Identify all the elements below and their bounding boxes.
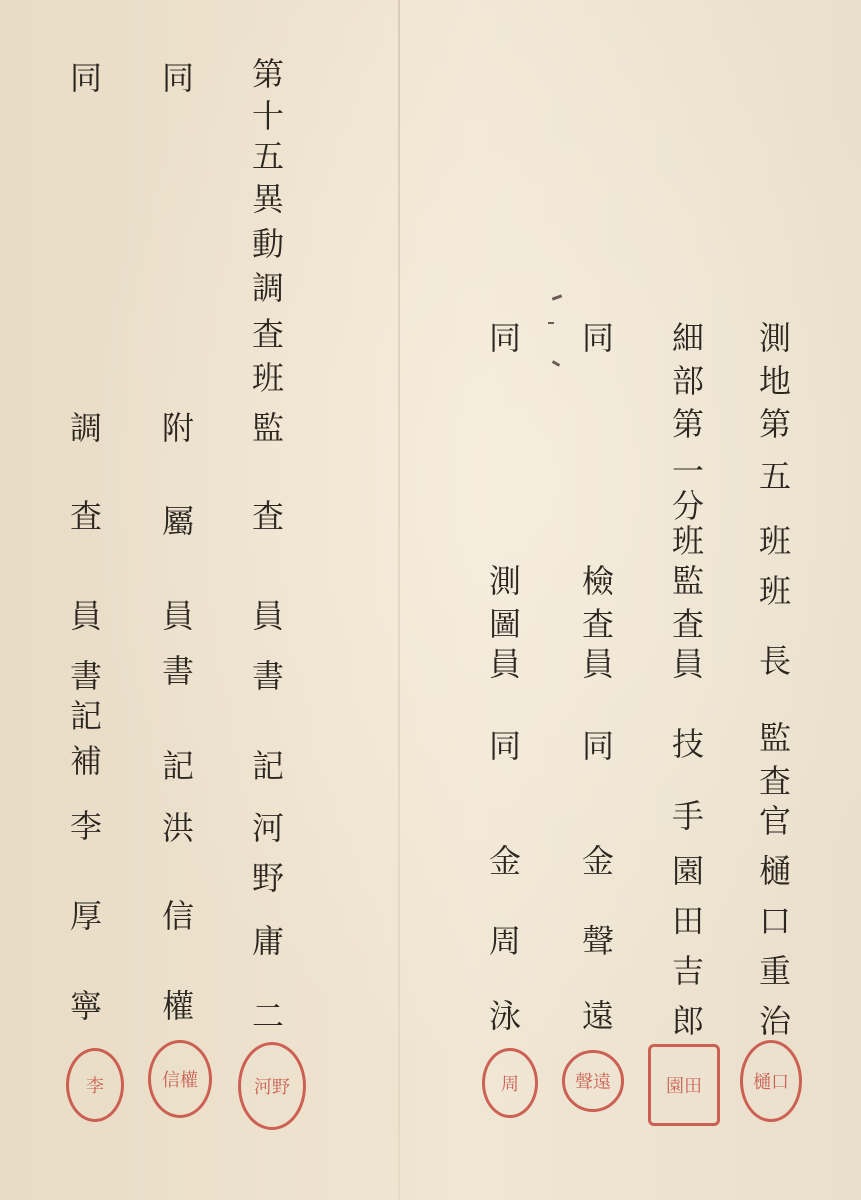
char: 重 bbox=[758, 952, 791, 990]
char: 金 bbox=[581, 842, 614, 880]
char: 員 bbox=[69, 597, 102, 635]
char: 員 bbox=[671, 645, 704, 683]
char: 第 bbox=[251, 55, 284, 93]
char: 監 bbox=[251, 409, 284, 447]
char: 檢 bbox=[581, 562, 614, 600]
char: 書 bbox=[69, 657, 102, 695]
char: 第 bbox=[758, 405, 791, 443]
char: 長 bbox=[758, 642, 791, 680]
char: 員 bbox=[251, 597, 284, 635]
char: 査 bbox=[251, 315, 284, 353]
char: 記 bbox=[161, 747, 194, 785]
char: 手 bbox=[671, 797, 704, 835]
char: 金 bbox=[488, 842, 521, 880]
char: 聲 bbox=[581, 922, 614, 960]
char: 同 bbox=[581, 319, 614, 357]
seal-stamp: 園田 bbox=[648, 1044, 720, 1126]
char: 班 bbox=[758, 522, 791, 560]
char: 員 bbox=[161, 597, 194, 635]
char: 厚 bbox=[69, 897, 102, 935]
char: 寧 bbox=[69, 987, 102, 1025]
char: 二 bbox=[251, 997, 284, 1035]
seal-stamp: 樋口 bbox=[740, 1040, 802, 1122]
ink-speck bbox=[552, 360, 560, 367]
seal-stamp: 信權 bbox=[148, 1040, 212, 1118]
char: 一 bbox=[671, 452, 704, 490]
seal-stamp: 聲遠 bbox=[562, 1050, 624, 1112]
char: 吉 bbox=[671, 952, 704, 990]
char: 査 bbox=[69, 497, 102, 535]
char: 李 bbox=[69, 807, 102, 845]
char: 同 bbox=[488, 319, 521, 357]
char: 圖 bbox=[488, 605, 521, 643]
char: 官 bbox=[758, 802, 791, 840]
seal-stamp: 周 bbox=[482, 1048, 538, 1118]
char: 調 bbox=[251, 269, 284, 307]
char: 同 bbox=[581, 727, 614, 765]
char: 園 bbox=[671, 852, 704, 890]
char: 權 bbox=[161, 987, 194, 1025]
char: 査 bbox=[581, 605, 614, 643]
char: 第 bbox=[671, 405, 704, 443]
char: 班 bbox=[671, 522, 704, 560]
char: 郎 bbox=[671, 1002, 704, 1040]
seal-stamp: 李 bbox=[66, 1048, 124, 1122]
char: 屬 bbox=[161, 502, 194, 540]
char: 信 bbox=[161, 897, 194, 935]
char: 動 bbox=[251, 225, 284, 263]
char: 野 bbox=[251, 859, 284, 897]
char: 細 bbox=[671, 319, 704, 357]
char: 同 bbox=[488, 727, 521, 765]
char: 部 bbox=[671, 362, 704, 400]
ink-speck bbox=[548, 322, 554, 324]
char: 五 bbox=[251, 137, 284, 175]
char: 分 bbox=[671, 487, 704, 525]
char: 周 bbox=[488, 922, 521, 960]
char: 泳 bbox=[488, 997, 521, 1035]
char: 査 bbox=[758, 762, 791, 800]
char: 田 bbox=[671, 902, 704, 940]
char: 補 bbox=[69, 742, 102, 780]
char: 書 bbox=[161, 652, 194, 690]
char: 班 bbox=[758, 572, 791, 610]
char: 記 bbox=[69, 697, 102, 735]
char: 遠 bbox=[581, 997, 614, 1035]
char: 治 bbox=[758, 1002, 791, 1040]
char: 測 bbox=[758, 319, 791, 357]
char: 査 bbox=[251, 497, 284, 535]
char: 附 bbox=[161, 409, 194, 447]
char: 地 bbox=[758, 362, 791, 400]
char: 監 bbox=[671, 562, 704, 600]
char: 技 bbox=[671, 725, 704, 763]
char: 十 bbox=[251, 97, 284, 135]
char: 河 bbox=[251, 809, 284, 847]
char: 樋 bbox=[758, 852, 791, 890]
char: 異 bbox=[251, 180, 284, 218]
page-fold bbox=[398, 0, 400, 1200]
char: 監 bbox=[758, 719, 791, 757]
char: 書 bbox=[251, 657, 284, 695]
char: 員 bbox=[581, 645, 614, 683]
char: 庸 bbox=[251, 922, 284, 960]
char: 班 bbox=[251, 359, 284, 397]
char: 員 bbox=[488, 645, 521, 683]
char: 査 bbox=[671, 605, 704, 643]
char: 同 bbox=[161, 59, 194, 97]
char: 口 bbox=[758, 902, 791, 940]
ink-speck bbox=[552, 294, 562, 300]
char: 同 bbox=[69, 59, 102, 97]
char: 洪 bbox=[161, 809, 194, 847]
char: 測 bbox=[488, 562, 521, 600]
char: 記 bbox=[251, 747, 284, 785]
char: 調 bbox=[69, 409, 102, 447]
seal-stamp: 河野 bbox=[238, 1042, 306, 1130]
char: 五 bbox=[758, 457, 791, 495]
